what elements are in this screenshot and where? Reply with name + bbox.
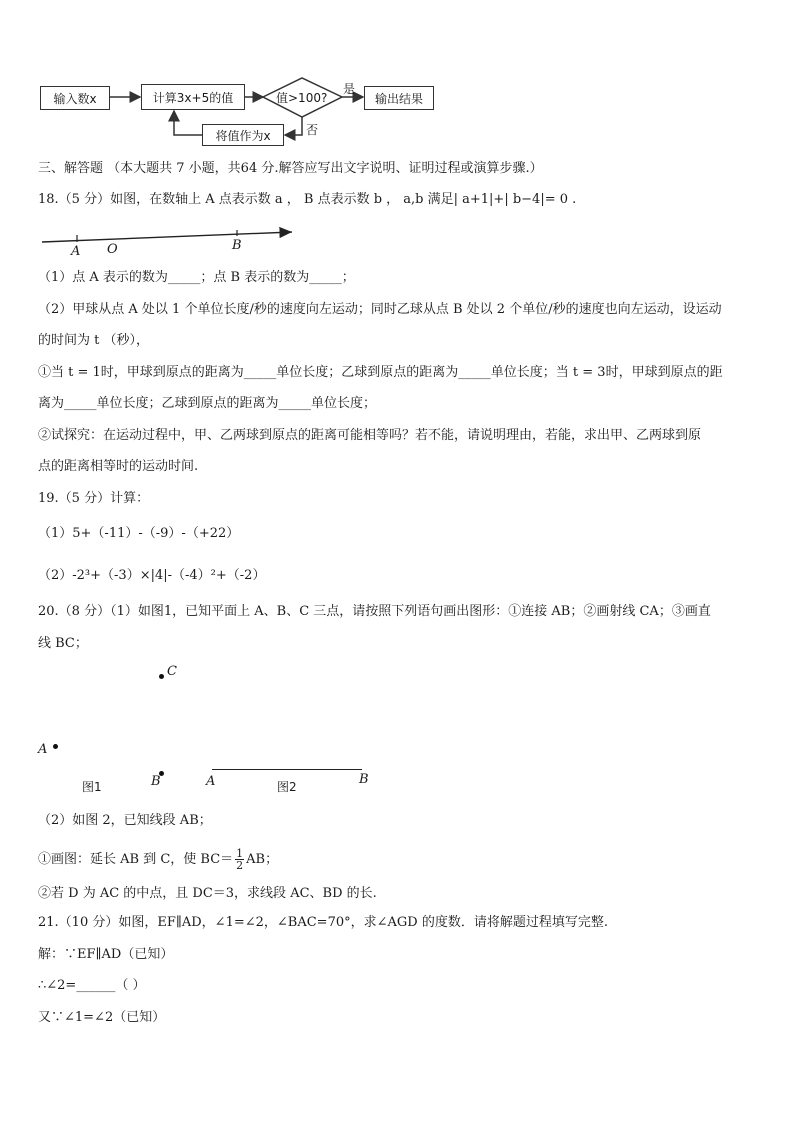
q18-part1: （1）点 A 表示的数为_____；点 B 表示的数为_____；: [38, 270, 355, 285]
flow-input-box: [40, 86, 110, 110]
q18-part2-line2: 的时间为 t （秒），: [38, 333, 149, 348]
flow-loop-label: 将值作为x: [215, 128, 271, 143]
point-c-label: C: [167, 664, 177, 679]
q20-part3-prefix: ①画图：延长 AB 到 C，使 BC＝: [38, 852, 234, 867]
segment-a-label: A: [206, 774, 216, 789]
q18-part4-line1: ②试探究：在运动过程中，甲、乙两球到原点的距离可能相等吗？若不能，请说明理由，若能，求出甲、乙两球到原: [38, 428, 702, 443]
point-a-dot: [53, 744, 58, 749]
segment-ab: [212, 769, 362, 770]
q18-part2-line1: （2）甲球从点 A 处以 1 个单位长度/秒的速度向左运动；同时乙球从点 B 处以 2 个单位/秒的速度也向左运动，设运动: [38, 302, 722, 317]
q20-part2: （2）如图 2，已知线段 AB；: [38, 813, 212, 828]
fraction-numerator: 1: [236, 847, 244, 860]
flow-no-label: 否: [306, 123, 319, 137]
flow-loop-box: [202, 124, 284, 146]
section-header: 三、解答题 （本大题共 7 小题，共64 分.解答应写出文字说明、证明过程或演算步骤.）: [38, 161, 543, 176]
flow-compute-box: [141, 84, 245, 110]
q20-part4: ②若 D 为 AC 的中点，且 DC＝3，求线段 AC、BD 的长.: [38, 886, 377, 901]
flow-decision-label: 值>100?: [276, 91, 328, 105]
flowchart-connectors: [0, 0, 794, 160]
point-a-label: A: [38, 742, 48, 757]
q21-line1: 解：∵EF∥AD（已知）: [38, 947, 174, 962]
q20-stem-line1: 20.（8 分）（1）如图1，已知平面上 A、B、C 三点，请按照下列语句画出图形：①连接 AB；②画射线 CA；③画直: [38, 604, 711, 619]
segment-b-label: B: [359, 772, 369, 787]
q19-stem: 19.（5 分）计算：: [38, 491, 150, 506]
numberline-label-b: B: [232, 238, 242, 253]
q21-stem: 21.（10 分）如图，EF∥AD，∠1=∠2，∠BAC=70°，求∠AGD 的度数．请将解题过程填写完整.: [38, 915, 608, 930]
q21-line2: ∴∠2=______（ ）: [38, 978, 146, 993]
q20-stem-line2: 线 BC；: [38, 636, 88, 651]
figure1-caption: 图1: [82, 780, 102, 794]
fraction-denominator: 2: [236, 859, 244, 872]
point-b-label: B: [151, 774, 161, 789]
q20-part3: [38, 848, 278, 871]
number-line-axis: [42, 232, 292, 242]
q18-stem: 18.（5 分）如图，在数轴上 A 点表示数 a ， B 点表示数 b ， a,b 满足| a+1|+| b−4|= 0 .: [38, 192, 577, 207]
point-c-dot: [159, 674, 164, 679]
flow-output-box: [364, 86, 434, 110]
q18-part4-line2: 点的距离相等时的运动时间.: [38, 459, 199, 474]
q18-part3-line2: 离为_____单位长度；乙球到原点的距离为_____单位长度；: [38, 396, 377, 411]
flow-yes-label: 是: [343, 82, 356, 96]
q18-part3-line1: ①当 t = 1时，甲球到原点的距离为_____单位长度；乙球到原点的距离为_____单位长度；当 t = 3时，甲球到原点的距: [38, 365, 723, 380]
flow-compute-label: 计算3x+5的值: [152, 90, 234, 105]
q21-line3: 又∵∠1=∠2（已知）: [38, 1010, 166, 1025]
q20-part3-suffix: AB；: [246, 852, 279, 867]
q19-part2: （2）-2³+（-3）×|4|-（-4）²+（-2）: [38, 568, 266, 583]
fraction-one-half: [235, 848, 244, 871]
numberline-label-o: O: [107, 242, 118, 257]
q19-part1: （1）5+（-11）-（-9）-（+22）: [38, 526, 240, 541]
q18-number-line: [0, 220, 794, 260]
numberline-label-a: A: [71, 244, 81, 259]
figure2-caption: 图2: [277, 780, 297, 794]
flow-input-label: 输入数x: [53, 91, 97, 106]
flow-output-label: 输出结果: [374, 91, 423, 106]
